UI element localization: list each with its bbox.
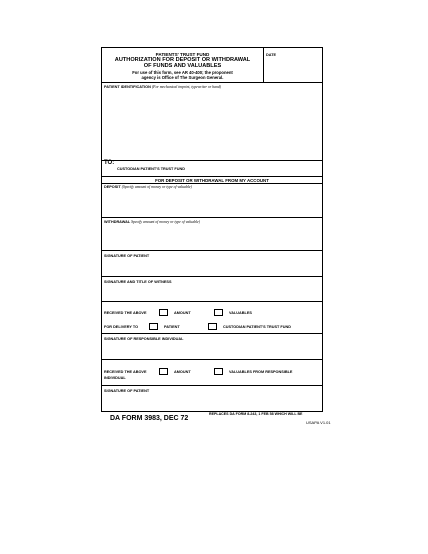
delivery-patient-checkbox[interactable] <box>149 323 158 330</box>
withdrawal-label <box>104 220 200 224</box>
patient-identification-label <box>104 85 221 89</box>
divider <box>102 183 322 184</box>
trust-fund-form <box>101 47 323 412</box>
received-2-valuables-checkbox[interactable] <box>214 368 223 375</box>
individual-label: INDIVIDUAL <box>104 376 126 380</box>
to-recipient: CUSTODIAN PATIENT'S TRUST FUND <box>117 167 185 171</box>
date-label: DATE <box>266 53 277 57</box>
divider <box>102 250 322 251</box>
form-note-line2: agency is Office of The Surgeon General. <box>141 75 224 80</box>
deposit-hint: (Specify amount of money or type of valuable) <box>121 185 192 189</box>
received-2-amount-checkbox[interactable] <box>159 368 168 375</box>
divider <box>102 176 322 177</box>
form-title-line2: OF FUNDS AND VALUABLES <box>143 63 222 69</box>
patient-identification-field[interactable] <box>103 90 322 158</box>
fund-name: PATIENTS' TRUST FUND <box>155 52 210 57</box>
date-field[interactable] <box>264 57 322 81</box>
divider <box>102 385 322 386</box>
divider <box>102 276 322 277</box>
divider <box>102 301 322 302</box>
replaces-note: REPLACES DA FORM 8-243, 1 FEB 58 WHICH WILL BE <box>209 412 303 416</box>
deposit-field[interactable] <box>103 190 322 215</box>
received-amount-checkbox[interactable] <box>159 309 168 316</box>
deposit-text: DEPOSIT <box>104 185 121 189</box>
patient-identification-text: PATIENT IDENTIFICATION <box>104 85 151 89</box>
to-label: TO: <box>104 160 115 166</box>
divider <box>102 217 322 218</box>
received-label: RECEIVED THE ABOVE <box>104 311 147 315</box>
divider <box>102 333 322 334</box>
signature-witness-label: SIGNATURE AND TITLE OF WITNESS <box>104 280 172 284</box>
custodian-label: CUSTODIAN PATIENT'S TRUST FUND <box>223 325 291 329</box>
form-note-line1: For use of this form, see AR 40-400; the proponent <box>132 70 233 75</box>
valuables-2-label: VALUABLES FROM RESPONSIBLE <box>229 370 293 374</box>
received-2-label: RECEIVED THE ABOVE <box>104 370 147 374</box>
amount-label: AMOUNT <box>174 311 191 315</box>
withdrawal-hint: Specify amount of money or type of valuable) <box>131 220 201 224</box>
divider <box>102 82 322 83</box>
patient-identification-hint: (For mechanical imprint, typewriter or hand) <box>151 85 222 89</box>
signature-patient-2-field[interactable] <box>103 394 322 410</box>
signature-witness-field[interactable] <box>103 285 322 300</box>
form-number: DA FORM 3983, DEC 72 <box>110 415 189 422</box>
valuables-label: VALUABLES <box>229 311 252 315</box>
divider <box>102 359 322 360</box>
signature-responsible-field[interactable] <box>103 342 322 358</box>
deposit-label <box>104 185 192 189</box>
delivery-custodian-checkbox[interactable] <box>208 323 217 330</box>
section-title: FOR DEPOSIT OR WITHDRAWAL FROM MY ACCOUNT <box>155 178 269 183</box>
withdrawal-text: WITHDRAWAL <box>104 220 131 224</box>
signature-responsible-label: SIGNATURE OF RESPONSIBLE INDIVIDUAL <box>104 337 184 341</box>
form-title-line1: AUTHORIZATION FOR DEPOSIT OR WITHDRAWAL <box>114 57 251 63</box>
withdrawal-field[interactable] <box>103 225 322 249</box>
received-valuables-checkbox[interactable] <box>214 309 223 316</box>
divider <box>102 160 322 161</box>
delivery-label: FOR DELIVERY TO <box>104 325 139 329</box>
signature-patient-field[interactable] <box>103 259 322 275</box>
amount-2-label: AMOUNT <box>174 370 191 374</box>
version-label: USAPA V1.01 <box>306 420 331 425</box>
signature-patient-2-label: SIGNATURE OF PATIENT <box>104 389 150 393</box>
signature-patient-label: SIGNATURE OF PATIENT <box>104 254 150 258</box>
patient-label: PATIENT <box>164 325 180 329</box>
